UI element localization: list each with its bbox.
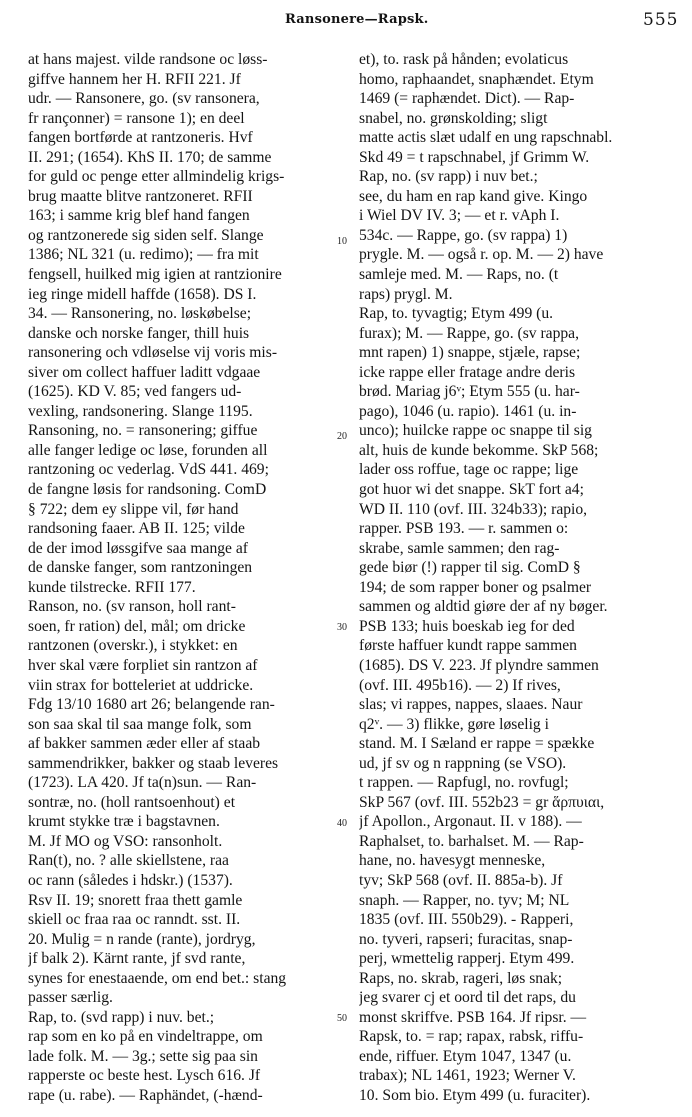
text-line: soen, fr ration) del, mål; om dricke — [28, 617, 246, 635]
text-line: 1835 (ovf. III. 550b29). - Rapperi, — [359, 911, 574, 929]
margin-line-number: 50 — [337, 1013, 347, 1024]
text-line: Raps, no. skrab, rageri, løs snak; — [359, 969, 563, 987]
text-line: Rap, to. tyvagtig; Etym 499 (u. — [359, 305, 554, 323]
text-line: hver skal være forpliet sin rantzon af — [28, 656, 258, 674]
text-line: viin strax for botteleriet at uddricke. — [28, 676, 254, 694]
text-line: 34. — Ransonering, no. løskøbelse; — [28, 305, 252, 323]
text-line: 194; de som rapper boner og psalmer — [359, 578, 592, 596]
text-line: matte actis slæt udalf en ung rapschnabl. — [359, 129, 613, 147]
left-column — [28, 50, 331, 1106]
text-line: jf Apollon., Argonaut. II. v 188). — — [359, 813, 582, 831]
text-line: danske och norske fanger, thill huis — [28, 324, 250, 342]
text-line: oc rann (således i hdskr.) (1537). — [28, 871, 233, 889]
text-line: sontræ, no. (holl rantsoenhout) et — [28, 793, 236, 811]
text-line: krumt stykke træ i bagstavnen. — [28, 813, 220, 831]
text-line: for guld oc penge etter allmindelig krigs- — [28, 168, 285, 186]
text-line: snabel, no. grønskolding; sligt — [359, 109, 548, 127]
text-line: passer særlig. — [28, 989, 113, 1007]
text-line: 534c. — Rappe, go. (sv rappa) 1) — [359, 226, 568, 244]
text-line: (1723). LA 420. Jf ta(n)sun. — Ran- — [28, 774, 257, 792]
text-line: PSB 133; huis boeskab ieg for ded — [359, 617, 575, 635]
text-line: hane, no. havesygt menneske, — [359, 852, 546, 870]
text-line: tyv; SkP 568 (ovf. II. 885a-b). Jf — [359, 871, 563, 889]
text-line: fengsell, huilked mig igien at rantzionire — [28, 266, 282, 284]
text-line: (1685). DS V. 223. Jf plyndre sammen — [359, 656, 599, 674]
text-line: rantzonen (overskr.), i stykket: en — [28, 637, 238, 655]
text-line: t rappen. — Rapfugl, no. rovfugl; — [359, 774, 569, 792]
text-line: de der imod løssgifve saa mange af — [28, 539, 248, 557]
text-line: q2ᵛ. — 3) flikke, gøre løselig i — [359, 715, 549, 733]
text-line: 10. Som bio. Etym 499 (u. furaciter). — [359, 1086, 591, 1104]
text-line: fangen bortførde at rantzoneris. Hvf — [28, 129, 253, 147]
text-line: raps) prygl. M. — [359, 285, 453, 303]
running-head: Ransonere—Rapsk. — [285, 12, 429, 27]
text-line: Rsv II. 19; snorett fraa thett gamle — [28, 891, 243, 909]
page-header — [0, 12, 692, 38]
margin-line-number: 20 — [337, 431, 347, 442]
text-line: 20. Mulig = n rande (rante), jordryg, — [28, 930, 256, 948]
text-line: at hans majest. vilde randsone oc løss- — [28, 51, 268, 68]
text-line: got huor wi det snappe. SkT fort a4; — [359, 481, 584, 499]
text-line: gede biør (!) rapper til sig. ComD § — [359, 559, 581, 577]
text-line: første haffuer kundt rappe sammen — [359, 637, 577, 655]
text-line: giffve hannem her H. RFII 221. Jf — [28, 70, 241, 88]
text-line: homo, raphaandet, snaphændet. Etym — [359, 70, 594, 88]
text-line: son saa skal til saa mange folk, som — [28, 715, 252, 733]
text-line: lade folk. M. — 3g.; sette sig paa sin — [28, 1047, 258, 1065]
text-line: Rapsk, to. = rap; rapax, rabsk, riffu- — [359, 1028, 584, 1046]
margin-line-number: 30 — [337, 622, 347, 633]
text-line: (1625). KD V. 85; ved fangers ud- — [28, 383, 242, 401]
text-line: mnt rapen) 1) snappe, stjæle, rapse; — [359, 344, 581, 362]
text-line: 163; i samme krig blef hand fangen — [28, 207, 250, 225]
text-line: unco); huilcke rappe oc snappe til sig — [359, 422, 592, 440]
text-line: alt, huis de kunde bekomme. SkP 568; — [359, 441, 599, 459]
text-line: 1386; NL 321 (u. redimo); — fra mit — [28, 246, 259, 264]
text-line: no. tyveri, rapseri; furacitas, snap- — [359, 930, 573, 948]
text-line: brug maatte blitve rantzoneret. RFII — [28, 187, 253, 205]
text-line: WD II. 110 (ovf. III. 324b33); rapio, — [359, 500, 588, 518]
text-line: et), to. rask på hånden; evolaticus — [359, 51, 569, 68]
text-line: stand. M. I Sæland er rappe = spække — [359, 735, 595, 753]
text-line: af bakker sammen æder eller af staab — [28, 735, 261, 753]
text-line: rapperste oc beste hest. Lysch 616. Jf — [28, 1067, 261, 1085]
text-line: trabax); NL 1461, 1923; Werner V. — [359, 1067, 576, 1085]
text-line: see, du ham en rap kand give. Kingo — [359, 187, 588, 205]
text-line: randsoning faaer. AB II. 125; vilde — [28, 520, 245, 538]
text-line: synes for enestaaende, om end bet.: stang — [28, 969, 287, 987]
text-line: sammen og aldtid giøre der af ny bøger. — [359, 598, 608, 616]
text-line: og rantzonerede sig siden self. Slange — [28, 226, 264, 244]
text-line: samleje med. M. — Raps, no. (t — [359, 266, 559, 284]
text-line: rantzoning oc vederlag. VdS 441. 469; — [28, 461, 269, 479]
text-line: ud, jf sv og n rappning (se VSO). — [359, 754, 567, 772]
margin-line-number: 10 — [337, 236, 347, 247]
text-line: jf balk 2). Kärnt rante, jf svd rante, — [28, 950, 246, 968]
text-line: udr. — Ransonere, go. (sv ransonera, — [28, 90, 260, 108]
text-line: Fdg 13/10 1680 art 26; belangende ran- — [28, 696, 275, 714]
text-line: de danske fanger, som rantzoningen — [28, 559, 253, 577]
text-line: sammendrikker, bakker og staab leveres — [28, 754, 279, 772]
text-line: Rap, to. (svd rapp) i nuv. bet.; — [28, 1008, 215, 1026]
text-line: 1469 (= raphændet. Dict). — Rap- — [359, 90, 575, 108]
text-line: alle fanger ledige oc løse, forunden all — [28, 441, 268, 459]
text-line: pago), 1046 (u. rapio). 1461 (u. in- — [359, 402, 577, 420]
text-line: vexling, randsonering. Slange 1195. — [28, 402, 253, 420]
text-line: slas; vi rappes, nappes, slaaes. Naur — [359, 696, 583, 714]
text-line: Ranson, no. (sv ranson, holl rant- — [28, 598, 236, 616]
page-number: 555 — [643, 10, 679, 30]
text-line: Ran(t), no. ? alle skiellstene, raa — [28, 852, 229, 870]
text-line: prygle. M. — også r. op. M. — 2) have — [359, 246, 604, 264]
column-gutter — [345, 50, 346, 1105]
text-line: siver om collect haffuer laditt vdgaae — [28, 363, 261, 381]
text-line: monst skriffve. PSB 164. Jf ripsr. — — [359, 1008, 587, 1026]
text-line: Raphalset, to. barhalset. M. — Rap- — [359, 832, 584, 850]
text-line: perj, wmettelig rapperj. Etym 499. — [359, 950, 575, 968]
text-line: de fangne løsis for randsoning. ComD — [28, 481, 267, 499]
text-line: jeg svarer cj et oord til det raps, du — [359, 989, 576, 1007]
text-line: § 722; dem ey slippe vil, før hand — [28, 500, 239, 518]
text-line: M. Jf MO og VSO: ransonholt. — [28, 832, 223, 850]
text-line: ransonering och vdløselse vij voris mis- — [28, 344, 278, 362]
text-line: SkP 567 (ovf. III. 552b23 = gr ἅρπυιαι, — [359, 793, 605, 811]
text-line: snaph. — Rapper, no. tyv; M; NL — [359, 891, 570, 909]
text-line: (ovf. III. 495b16). — 2) If rives, — [359, 676, 561, 694]
text-line: lader oss roffue, tage oc rappe; lige — [359, 461, 579, 479]
text-line: brød. Mariag j6ᵛ; Etym 555 (u. har- — [359, 383, 580, 401]
text-line: kunde tilstrecke. RFII 177. — [28, 578, 196, 596]
text-line: skiell oc fraa raa oc ranndt. sst. II. — [28, 911, 241, 929]
right-column — [359, 50, 678, 1106]
text-line: furax); M. — Rappe, go. (sv rappa, — [359, 324, 579, 342]
text-line: Skd 49 = t rapschnabel, jf Grimm W. — [359, 148, 590, 166]
text-line: fr rançonner) = ransone 1); en deel — [28, 109, 245, 127]
text-line: rape (u. rabe). — Raphändet, (-hænd- — [28, 1086, 263, 1104]
text-line: II. 291; (1654). KhS II. 170; de samme — [28, 148, 272, 166]
margin-line-number: 40 — [337, 818, 347, 829]
text-line: skrabe, samle sammen; den rag- — [359, 539, 560, 557]
text-line: icke rappe eller fratage andre deris — [359, 363, 576, 381]
text-line: Ransoning, no. = ransonering; giffue — [28, 422, 258, 440]
text-line: i Wiel DV IV. 3; — et r. vAph I. — [359, 207, 560, 225]
text-line: rap som en ko på en vindeltrappe, om — [28, 1028, 263, 1046]
text-line: ende, riffuer. Etym 1047, 1347 (u. — [359, 1047, 572, 1065]
text-line: Rap, no. (sv rapp) i nuv bet.; — [359, 168, 538, 186]
text-line: rapper. PSB 193. — r. sammen o: — [359, 520, 569, 538]
text-line: ieg ringe midell haffde (1658). DS I. — [28, 285, 257, 303]
